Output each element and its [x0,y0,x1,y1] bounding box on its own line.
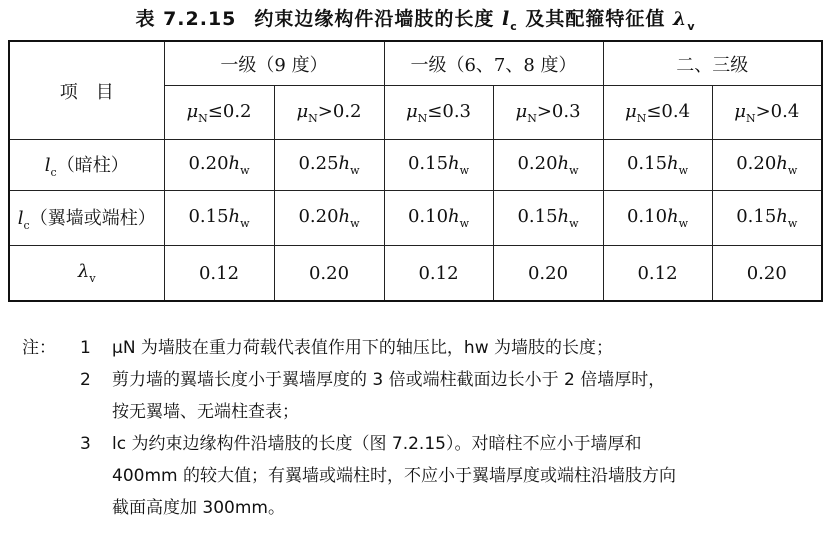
cell-unit-subscript: w [787,164,798,177]
note-label [22,492,80,524]
group-header: 一级（9 度） [164,41,384,86]
cell-unit: h [228,153,241,174]
mu-subscript: N [745,111,756,125]
cell-unit: h [557,206,570,227]
note-line [22,492,822,524]
condition-value: ≤0.2 [207,100,252,122]
note-number [80,492,112,524]
title-text-1: 约束边缘构件沿墙肢的长度 [254,8,503,30]
cell-value: 0.20 [308,262,350,284]
condition-header [274,86,384,140]
cell-unit-subscript: w [569,217,579,230]
table-row [9,246,822,302]
note-line [22,460,822,492]
note-label [22,396,80,428]
group-header: 一级（6、7、8 度） [384,41,603,86]
cell-unit: h [667,206,679,227]
cell-unit: h [338,206,351,227]
cell-value: 0.10 [407,206,449,227]
table-cell [712,246,822,302]
note-number: 2 [80,370,91,390]
cell-value: 0.12 [418,262,459,284]
table-cell [712,191,822,246]
note-number: 1 [80,338,91,358]
note-line [22,364,822,396]
mu-symbol: μ [186,100,199,122]
note-number [80,460,112,492]
cell-value: 0.15 [407,153,449,174]
condition-header [712,86,822,140]
cell-value: 0.20 [188,153,229,174]
condition-value: >0.4 [755,100,800,122]
note-label [22,460,80,492]
title-lc: l [502,8,511,30]
mu-subscript: N [636,111,647,125]
cell-unit: h [448,206,460,227]
table-cell [274,140,384,191]
condition-value: >0.2 [317,100,362,122]
title-text-2: 及其配箍特征值 [517,8,674,30]
note-text: 按无翼墙、无端柱查表； [112,402,299,422]
cell-unit-subscript: w [350,217,360,230]
table-cell [493,246,603,302]
row-label-subscript: v [89,272,96,285]
mu-symbol: μ [296,100,309,122]
cell-unit-subscript: w [787,217,798,230]
cell-value: 0.20 [517,153,558,174]
mu-symbol: μ [405,100,418,122]
mu-symbol: μ [734,100,746,122]
cell-unit: h [448,153,460,174]
cell-unit: h [228,206,241,227]
row-label [9,191,164,246]
cell-value: 0.20 [746,262,787,284]
row-label-subscript: c [23,219,30,232]
note-text: μN 为墙肢在重力荷载代表值作用下的轴压比，hw 为墙肢的长度； [112,338,614,358]
cell-unit-subscript: w [459,164,470,177]
condition-value: ≤0.4 [646,100,691,122]
cell-unit-subscript: w [569,164,579,177]
mu-subscript: N [308,111,318,125]
mu-subscript: N [417,111,428,125]
group-header: 二、三级 [603,41,822,86]
cell-unit: h [557,153,570,174]
cell-unit-subscript: w [678,217,689,230]
table-cell [164,191,274,246]
title-lambda: λ [673,8,688,30]
table-row [9,140,822,191]
table-cell [603,246,712,302]
cell-value: 0.12 [637,262,678,284]
note-number [80,396,112,428]
note-line [22,332,822,364]
note-label [22,428,80,460]
note-line [22,428,822,460]
note-number: 3 [80,434,91,454]
table-cell [164,140,274,191]
row-label-symbol: l [17,208,24,229]
row-label-text: （暗柱） [56,155,129,176]
note-text: 剪力墙的翼墙长度小于翼墙厚度的 3 倍或端柱截面边长小于 2 倍墙厚时， [112,370,666,390]
cell-unit: h [667,153,679,174]
table-cell [712,140,822,191]
cell-value: 0.10 [626,206,668,227]
condition-value: ≤0.3 [427,100,472,122]
table-cell [274,246,384,302]
cell-unit-subscript: w [240,217,250,230]
cell-value: 0.20 [736,153,777,174]
table-cell [384,246,493,302]
cell-unit-subscript: w [678,164,689,177]
mu-symbol: μ [515,100,528,122]
title-lambda-sub: v [687,20,696,33]
row-label-symbol: l [44,155,51,176]
item-header: 项 目 [9,41,164,140]
row-label [9,246,164,302]
table-cell [384,140,493,191]
boundary-member-table [8,40,823,302]
table-row [9,191,822,246]
row-label [9,140,164,191]
table-cell [493,191,603,246]
row-label-text: （翼墙或端柱） [29,208,156,229]
condition-header [384,86,493,140]
table-number: 表 7.2.15 [135,8,237,30]
cell-unit-subscript: w [240,164,250,177]
cell-unit: h [776,153,788,174]
cell-value: 0.25 [298,153,339,174]
mu-subscript: N [527,111,537,125]
note-label [22,364,80,396]
cell-value: 0.15 [736,206,777,227]
title-lc-sub: c [510,20,518,33]
mu-symbol: μ [624,100,637,122]
condition-header [493,86,603,140]
note-text: 截面高度加 300mm。 [112,498,285,518]
table-cell [384,191,493,246]
condition-header [164,86,274,140]
note-label: 注： [22,338,56,358]
cell-value: 0.20 [527,262,569,284]
cell-value: 0.15 [517,206,558,227]
table-cell [274,191,384,246]
note-text: lc 为约束边缘构件沿墙肢的长度（图 7.2.15）。对暗柱不应小于墙厚和 [112,434,642,454]
cell-value: 0.15 [626,153,668,174]
table-title [0,4,831,33]
table-cell [164,246,274,302]
cell-unit-subscript: w [350,164,360,177]
table-header-row [9,41,822,86]
cell-value: 0.20 [298,206,339,227]
table-notes [22,332,822,524]
cell-value: 0.15 [188,206,229,227]
note-line [22,396,822,428]
condition-header [603,86,712,140]
table-cell [603,140,712,191]
cell-unit: h [776,206,788,227]
condition-value: >0.3 [536,100,581,122]
table-cell [493,140,603,191]
row-label-subscript: c [50,166,57,179]
table-cell [603,191,712,246]
note-text: 400mm 的较大值；有翼墙或端柱时，不应小于翼墙厚度或端柱沿墙肢方向 [112,466,676,486]
cell-value: 0.12 [198,262,240,284]
row-label-symbol: λ [77,261,90,282]
mu-subscript: N [198,111,208,125]
cell-unit: h [338,153,351,174]
cell-unit-subscript: w [459,217,470,230]
